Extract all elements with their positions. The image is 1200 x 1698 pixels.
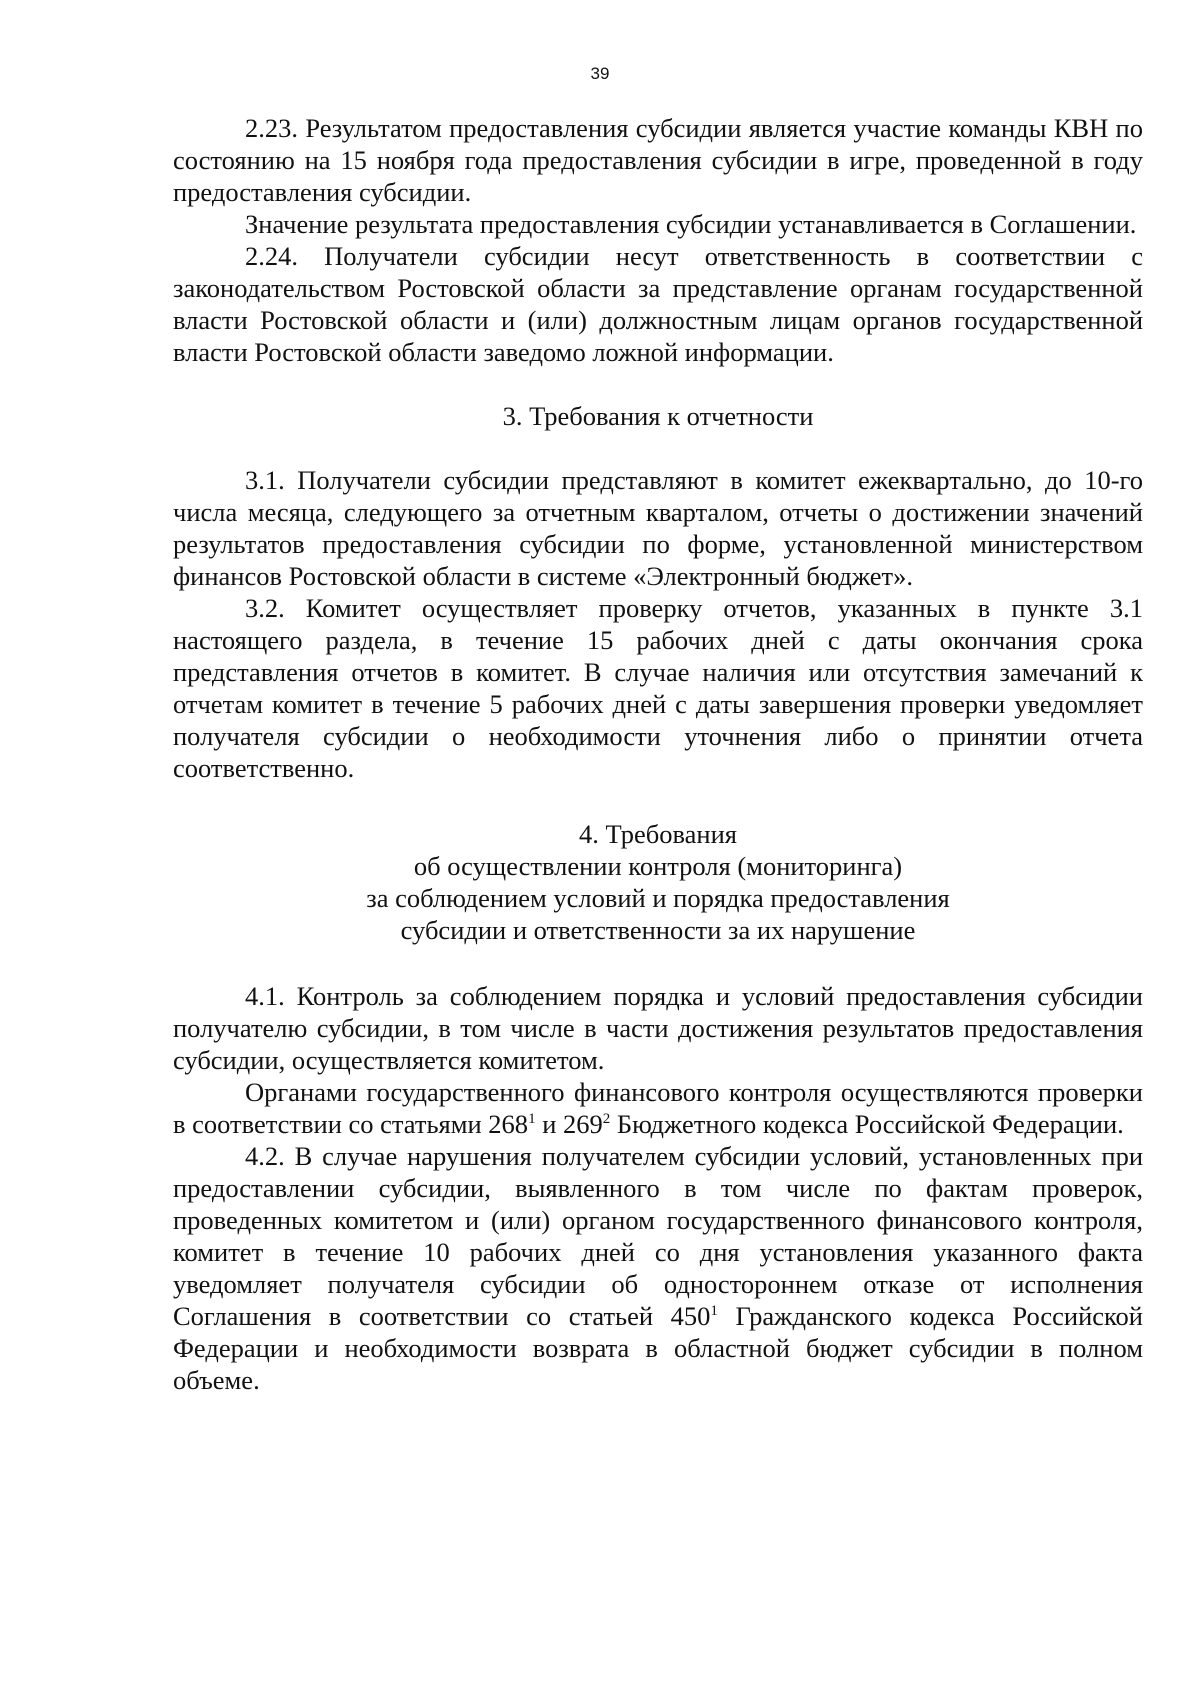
section-4-heading-line: субсидии и ответственности за их нарушение — [400, 915, 916, 945]
paragraph-3-2: 3.2. Комитет осуществляет проверку отчетов, указанных в пункте 3.1 настоящего раздела, в течение 15 рабочих дней с даты окончания срока представления отчетов в комитет. В случае наличия или отсутствия замечаний к отчетам комитет в течение 5 рабочих дней с даты завершения проверки уведомляет получателя субсидии о необходимости уточнения либо о принятии отчета соответственно. — [173, 593, 1143, 783]
paragraph-2-23-value: Значение результата предоставления субсидии устанавливается в Соглашении. — [245, 209, 1137, 239]
paragraph-2-24: 2.24. Получатели субсидии несут ответственность в соответствии с законодательством Ростовской области за представление органам государственной власти Ростовской области и (или) должностным лицам органов государственной власти Ростовской области заведомо ложной информации. — [173, 241, 1143, 367]
page-number: 39 — [590, 64, 610, 83]
superscript: 1 — [528, 1111, 536, 1127]
text-run: Гражданского кодекса Российской Федерации и необходимости возврата в областной бюджет субсидии в полном объеме. — [173, 1301, 1143, 1395]
section-4-heading-line: 4. Требования — [579, 819, 737, 849]
section-4-heading — [173, 818, 1143, 946]
section-4-heading-line: за соблюдением условий и порядка предоставления — [366, 883, 950, 913]
document-body — [173, 112, 1143, 1396]
paragraph-2-23: 2.23. Результатом предоставления субсидии является участие команды КВН по состоянию на 15 ноября года предоставления субсидии в игре, проведенной в году предоставления субсидии. — [173, 113, 1143, 207]
paragraph-4-1: 4.1. Контроль за соблюдением порядка и условий предоставления субсидии получателю субсидии, в том числе в части достижения результатов предоставления субсидии, осуществляется комитетом. — [173, 981, 1143, 1075]
text-run: 4.2. В случае нарушения получателем субсидии условий, установленных при предоставлении субсидии, выявленного в том числе по фактам проверок, проведенных комитетом и (или) органом государственного финансового контроля, комитет в течение 10 рабочих дней со дня установления указанного факта уведомляет получателя субсидии об одностороннем отказе от исполнения Соглашения в соответствии со статьей 450 — [173, 1141, 1143, 1331]
spacer — [173, 368, 1143, 400]
section-4-heading-line: об осуществлении контроля (мониторинга) — [413, 851, 903, 881]
spacer — [173, 432, 1143, 464]
spacer — [173, 946, 1143, 980]
paragraph-3-1: 3.1. Получатели субсидии представляют в комитет ежеквартально, до 10-го числа месяца, следующего за отчетным кварталом, отчеты о достижении значений результатов предоставления субсидии по форме, установленной министерством финансов Ростовской области в системе «Электронный бюджет». — [173, 465, 1143, 591]
spacer — [173, 784, 1143, 818]
text-run: Бюджетного кодекса Российской Федерации. — [610, 1109, 1124, 1139]
section-3-heading: 3. Требования к отчетности — [502, 401, 814, 431]
paragraph-4-1-control — [173, 1076, 1143, 1140]
text-run: Органами государственного финансового контроля осуществляются проверки в соответствии со статьями 268 — [173, 1077, 1143, 1139]
superscript: 1 — [710, 1303, 718, 1319]
superscript: 2 — [602, 1111, 611, 1127]
paragraph-4-2 — [173, 1140, 1143, 1396]
text-run: и 269 — [535, 1109, 603, 1139]
